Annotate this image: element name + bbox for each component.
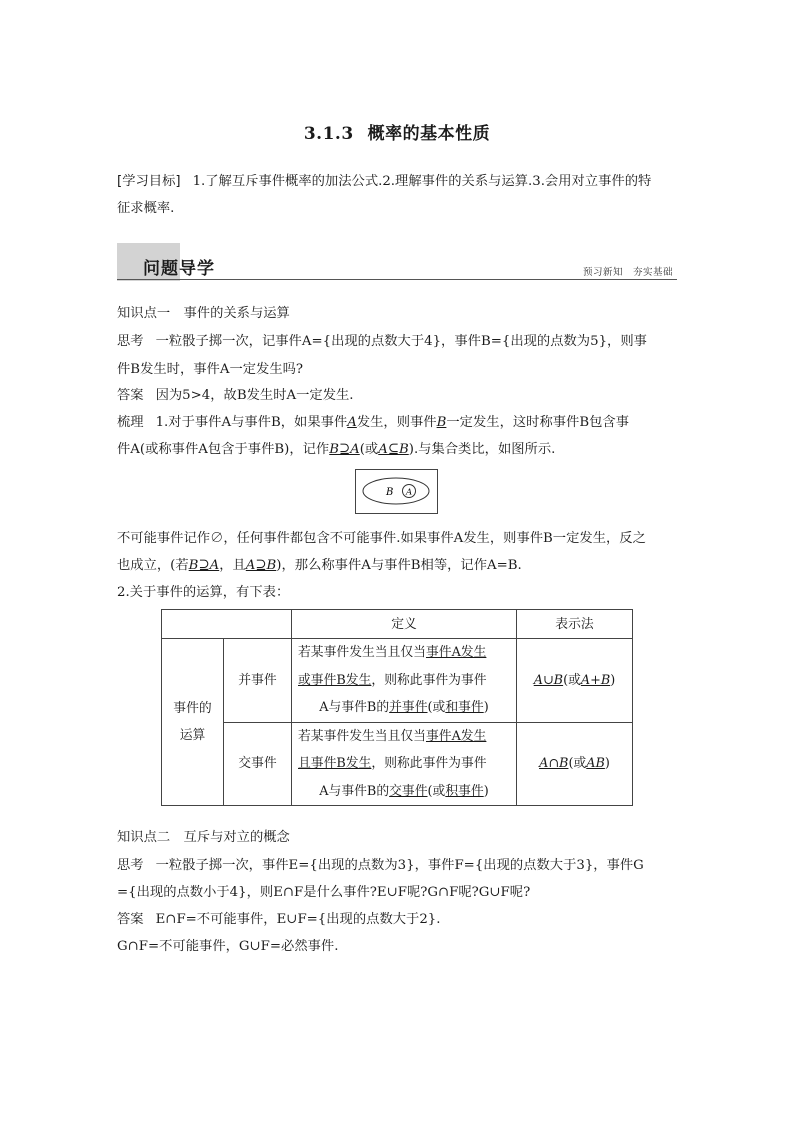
banner-divider bbox=[117, 279, 677, 280]
intersection-name: 交事件 bbox=[224, 722, 292, 806]
blank-answer: 和事件 bbox=[445, 700, 484, 715]
kp1-answer bbox=[117, 387, 354, 404]
table-row-union bbox=[162, 639, 633, 723]
kp1-think-line-1 bbox=[117, 333, 647, 350]
text: (或 bbox=[568, 756, 587, 772]
banner-title: 问题导学 bbox=[143, 259, 215, 279]
header-notation: 表示法 bbox=[517, 610, 633, 639]
event-operations-table bbox=[161, 609, 633, 806]
kp2-think-line-2: ={出现的点数小于4}，则E∩F是什么事件?E∪F呢?G∩F呢?G∪F呢? bbox=[117, 885, 531, 900]
text: (或 bbox=[427, 783, 446, 799]
answer-label: 答案 bbox=[117, 388, 144, 403]
think-label: 思考 bbox=[117, 334, 144, 349]
kp2-answer-line-2: G∩F=不可能事件，G∪F=必然事件. bbox=[117, 939, 339, 954]
text: ，则称此事件为事件 bbox=[371, 672, 487, 688]
blank-answer: 事件A发生 bbox=[425, 645, 487, 660]
objectives-text-1: 1.了解互斥事件概率的加法公式.2.理解事件的关系与运算.3.会用对立事件的特 bbox=[192, 174, 652, 189]
answer-label: 答案 bbox=[117, 912, 144, 927]
text: ) bbox=[604, 756, 610, 772]
section-number: 3.1.3 bbox=[303, 124, 354, 144]
banner-subtitle: 预习新知 夯实基础 bbox=[582, 267, 673, 278]
text: ) bbox=[610, 672, 616, 688]
set-a-label: A bbox=[406, 487, 413, 498]
group-label-line: 运算 bbox=[179, 728, 206, 743]
blank-answer: AB bbox=[586, 756, 605, 772]
think-text: 一粒骰子掷一次，事件E={出现的点数为3}，事件F={出现的点数大于3}，事件G bbox=[155, 858, 644, 873]
union-definition bbox=[292, 639, 517, 723]
blank-answer: 并事件 bbox=[389, 700, 428, 715]
text: ) bbox=[483, 700, 489, 715]
sort-text: 1.对于事件A与事件B，如果事件 bbox=[155, 415, 348, 430]
kp1-impossible-line-2 bbox=[117, 557, 522, 574]
intersection-notation bbox=[517, 722, 633, 806]
table-row-intersection bbox=[162, 722, 633, 806]
blank-answer: A+B bbox=[580, 672, 611, 688]
kp1-sort-line-2 bbox=[117, 441, 555, 458]
answer-text: E∩F=不可能事件，E∪F={出现的点数大于2}. bbox=[155, 912, 441, 927]
text: ) bbox=[483, 783, 489, 799]
section-heading: 概率的基本性质 bbox=[367, 124, 491, 144]
blank-answer: 且事件B发生 bbox=[298, 756, 372, 771]
blank-answer: B⊇A bbox=[329, 442, 360, 457]
blank-answer: B bbox=[436, 415, 447, 430]
union-name: 并事件 bbox=[224, 639, 292, 723]
kp2-think-line-1 bbox=[117, 857, 644, 874]
blank-answer: 事件A发生 bbox=[425, 728, 487, 744]
kp1-sort-line-1 bbox=[117, 414, 629, 431]
sort-text: 发生，则事件 bbox=[356, 415, 437, 430]
header-definition: 定义 bbox=[292, 610, 517, 639]
objectives-line-2: 征求概率. bbox=[117, 201, 175, 216]
kp1-heading: 知识点一 事件的关系与运算 bbox=[117, 306, 290, 321]
sort-label: 梳理 bbox=[117, 415, 144, 430]
blank-answer: 交事件 bbox=[389, 783, 428, 799]
text: A与事件B的 bbox=[319, 700, 390, 715]
answer-text: 因为5>4，故B发生时A一定发生. bbox=[155, 388, 354, 403]
sort-text: 件A(或称事件A包含于事件B)，记作 bbox=[117, 442, 330, 457]
blank-answer: 积事件 bbox=[445, 783, 484, 799]
set-b-ellipse bbox=[363, 478, 429, 504]
text: ，则称此事件为事件 bbox=[371, 756, 487, 771]
sort-text: 一定发生，这时称事件B包含事 bbox=[446, 415, 630, 430]
text: )，那么称事件A与事件B相等，记作A=B. bbox=[276, 558, 522, 573]
union-notation bbox=[517, 639, 633, 723]
think-label: 思考 bbox=[117, 858, 144, 873]
sort-text: ).与集合类比，如图所示. bbox=[408, 442, 556, 457]
text: 也成立，(若 bbox=[117, 558, 189, 573]
text: 若某事件发生当且仅当 bbox=[298, 645, 426, 660]
blank-answer: 或事件B发生 bbox=[298, 672, 372, 688]
intersection-definition bbox=[292, 722, 517, 806]
section-title bbox=[0, 122, 794, 146]
venn-svg bbox=[356, 470, 437, 513]
objectives-tag: [学习目标] bbox=[117, 174, 181, 189]
sort-text: (或 bbox=[359, 442, 379, 457]
set-b-label: B bbox=[386, 487, 394, 498]
kp1-think-line-2: 件B发生时，事件A一定发生吗? bbox=[117, 362, 304, 377]
table-header-row bbox=[162, 610, 633, 639]
group-label-line: 事件的 bbox=[173, 701, 212, 716]
think-text: 一粒骰子掷一次，记事件A={出现的点数大于4}，事件B={出现的点数为5}，则事 bbox=[155, 334, 647, 349]
blank-answer: A bbox=[347, 415, 357, 430]
kp1-impossible-line-1: 不可能事件记作∅，任何事件都包含不可能事件.如果事件A发生，则事件B一定发生，反之 bbox=[117, 531, 646, 546]
blank-answer: A⊇B bbox=[245, 558, 277, 573]
text: A与事件B的 bbox=[319, 783, 390, 799]
kp2-answer-line-1 bbox=[117, 911, 441, 928]
group-label bbox=[162, 639, 224, 806]
blank-answer: A∪B bbox=[533, 672, 564, 688]
text: (或 bbox=[427, 700, 446, 715]
text: 若某事件发生当且仅当 bbox=[298, 728, 426, 744]
blank-answer: A⊆B bbox=[378, 442, 409, 457]
kp2-heading: 知识点二 互斥与对立的概念 bbox=[117, 830, 290, 845]
blank-answer: B⊇A bbox=[188, 558, 220, 573]
text: ，且 bbox=[219, 558, 246, 573]
ops-intro: 2.关于事件的运算，有下表： bbox=[117, 585, 290, 600]
blank-answer: A∩B bbox=[539, 756, 569, 772]
header-empty bbox=[162, 610, 292, 639]
venn-diagram bbox=[355, 469, 438, 514]
objectives-line-1 bbox=[117, 173, 651, 190]
text: (或 bbox=[563, 672, 581, 688]
